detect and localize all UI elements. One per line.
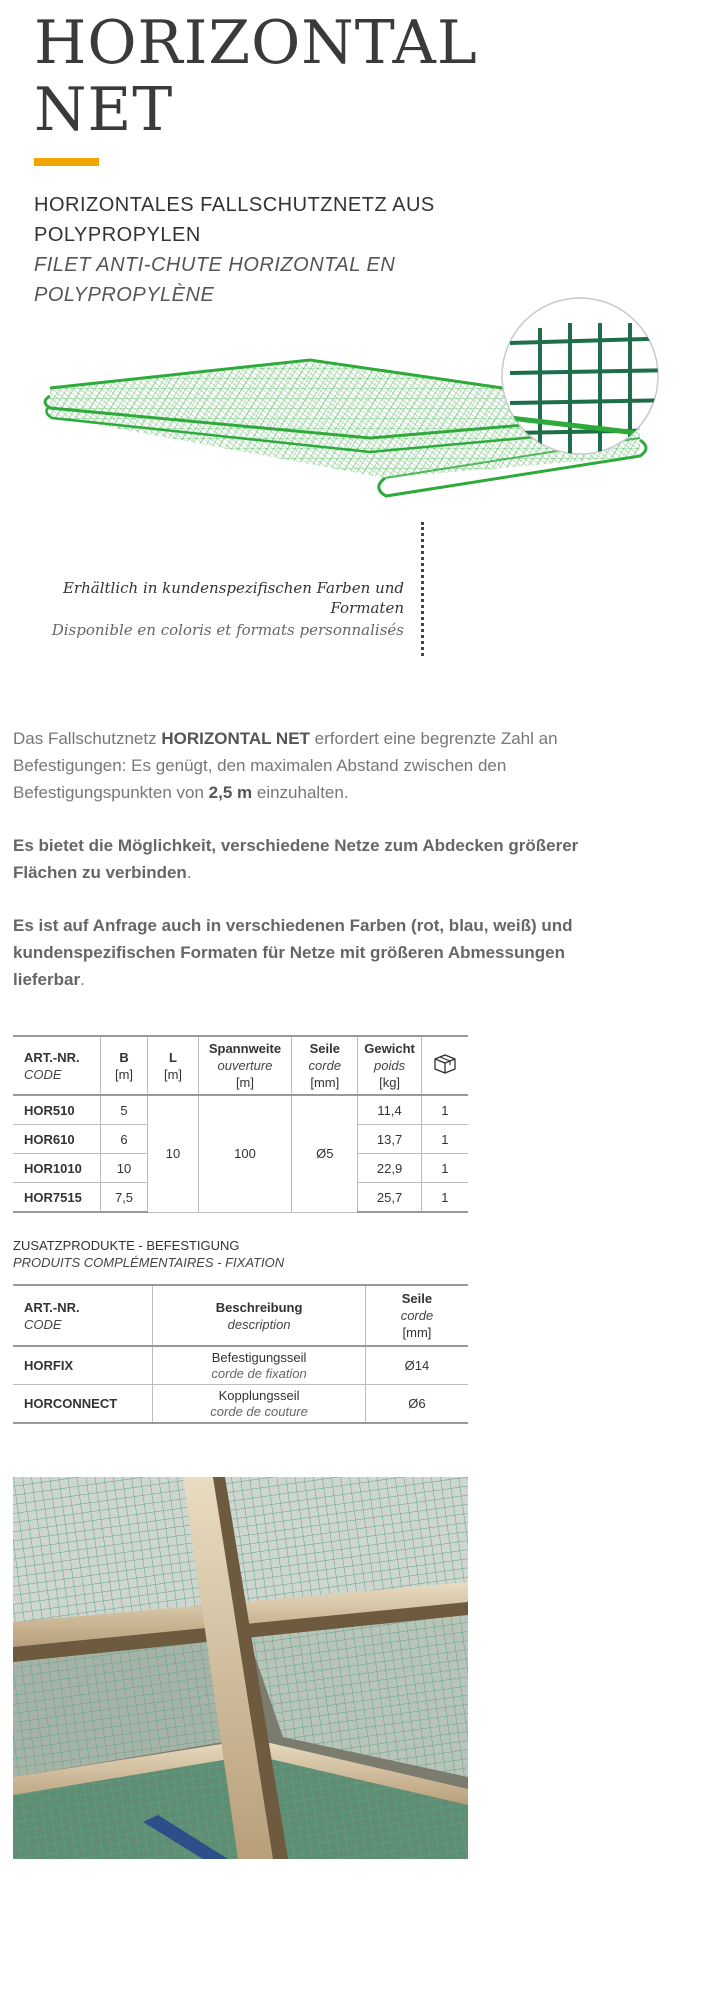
row-weight: 11,4 <box>358 1095 421 1125</box>
description-german: Kopplungsseil <box>218 1387 300 1403</box>
header-rope: Seile corde [mm] <box>292 1036 358 1095</box>
table-row <box>13 1346 468 1385</box>
table-row <box>13 1385 468 1424</box>
availability-text-german: Erhältlich in kundenspezifischen Farben und Formaten <box>62 579 404 617</box>
package-box-icon <box>432 1052 458 1076</box>
row-code: HORCONNECT <box>13 1385 153 1424</box>
description-french: corde de couture <box>210 1403 308 1419</box>
row-code: HOR510 <box>13 1095 100 1125</box>
p3-text-b: . <box>80 970 85 989</box>
header-description: Beschreibung description <box>153 1285 366 1346</box>
header-rope: Seile corde [mm] <box>365 1285 468 1346</box>
description-paragraph-3 <box>13 912 613 993</box>
p2-text-b: . <box>186 863 192 882</box>
header-code: ART.-NR. CODE <box>13 1285 153 1346</box>
description-french: corde de fixation <box>211 1365 307 1381</box>
row-code: HOR610 <box>13 1125 100 1154</box>
row-pack: 1 <box>421 1125 468 1154</box>
shared-rope: Ø5 <box>292 1095 358 1212</box>
accessories-heading-french: PRODUITS COMPLÉMENTAIRES - FIXATION <box>13 1255 285 1270</box>
p1-product-name: HORIZONTAL NET <box>161 729 310 748</box>
row-width: 5 <box>100 1095 147 1125</box>
p3-text-a: Es ist auf Anfrage auch in verschiedenen Farben (rot, blau, weiß) und kundenspezifischen Formaten für Netze mit größeren Abmessungen lieferbar <box>13 916 573 989</box>
availability-text-french: Disponible en coloris et formats personnalisés <box>51 621 404 639</box>
header-weight: Gewicht poids [kg] <box>358 1036 421 1095</box>
title-line-1: HORIZONTAL <box>34 8 478 78</box>
accessories-heading-german: ZUSATZPRODUKTE - BEFESTIGUNG <box>13 1238 240 1253</box>
header-length: L [m] <box>148 1036 199 1095</box>
title-line-2: NET <box>34 75 174 145</box>
p1-text-c: erfordert eine begrenzte Zahl an Befestigungen: Es genügt, den maximalen Abstand zwischen den Befestigungspunkten von <box>13 729 558 802</box>
p1-distance: 2,5 m <box>208 783 253 802</box>
row-width: 6 <box>100 1125 147 1154</box>
row-weight: 13,7 <box>358 1125 421 1154</box>
accessories-table <box>13 1284 468 1424</box>
row-code: HOR1010 <box>13 1154 100 1183</box>
row-pack: 1 <box>421 1095 468 1125</box>
header-package <box>421 1036 468 1095</box>
row-description <box>153 1385 366 1424</box>
page-title <box>34 10 478 144</box>
installed-net-photo <box>13 1477 468 1859</box>
table-row <box>13 1095 468 1125</box>
row-code: HOR7515 <box>13 1183 100 1213</box>
shared-length: 10 <box>148 1095 199 1212</box>
header-span: Spannweite ouverture [m] <box>198 1036 291 1095</box>
product-table-header <box>13 1036 468 1095</box>
description-paragraph-1 <box>13 725 613 806</box>
subtitle-german: HORIZONTALES FALLSCHUTZNETZ AUS POLYPROPYLEN <box>34 194 435 246</box>
row-pack: 1 <box>421 1183 468 1213</box>
p2-text-a: Es bietet die Möglichkeit, verschiedene Netze zum Abdecken größerer Flächen zu verbinden <box>13 836 579 882</box>
row-rope: Ø6 <box>365 1385 468 1424</box>
p1-text-a: Das Fallschutznetz <box>13 729 162 748</box>
row-pack: 1 <box>421 1154 468 1183</box>
header-width: B [m] <box>100 1036 147 1095</box>
horizontal-net-illustration <box>40 288 670 528</box>
accessories-table-header <box>13 1285 468 1346</box>
description-german: Befestigungsseil <box>211 1349 307 1365</box>
row-code: HORFIX <box>13 1346 153 1385</box>
row-weight: 25,7 <box>358 1183 421 1213</box>
p1-text-e: einzuhalten. <box>252 783 349 802</box>
shared-span: 100 <box>198 1095 291 1212</box>
row-rope: Ø14 <box>365 1346 468 1385</box>
product-table <box>13 1035 468 1213</box>
row-description <box>153 1346 366 1385</box>
row-width: 7,5 <box>100 1183 147 1213</box>
accent-bar <box>34 158 99 166</box>
subtitle-french: FILET ANTI-CHUTE HORIZONTAL EN POLYPROPYLÈNE <box>34 254 396 306</box>
row-width: 10 <box>100 1154 147 1183</box>
description-paragraph-2 <box>13 832 613 886</box>
dotted-divider <box>421 522 424 656</box>
row-weight: 22,9 <box>358 1154 421 1183</box>
header-code: ART.-NR. CODE <box>13 1036 100 1095</box>
